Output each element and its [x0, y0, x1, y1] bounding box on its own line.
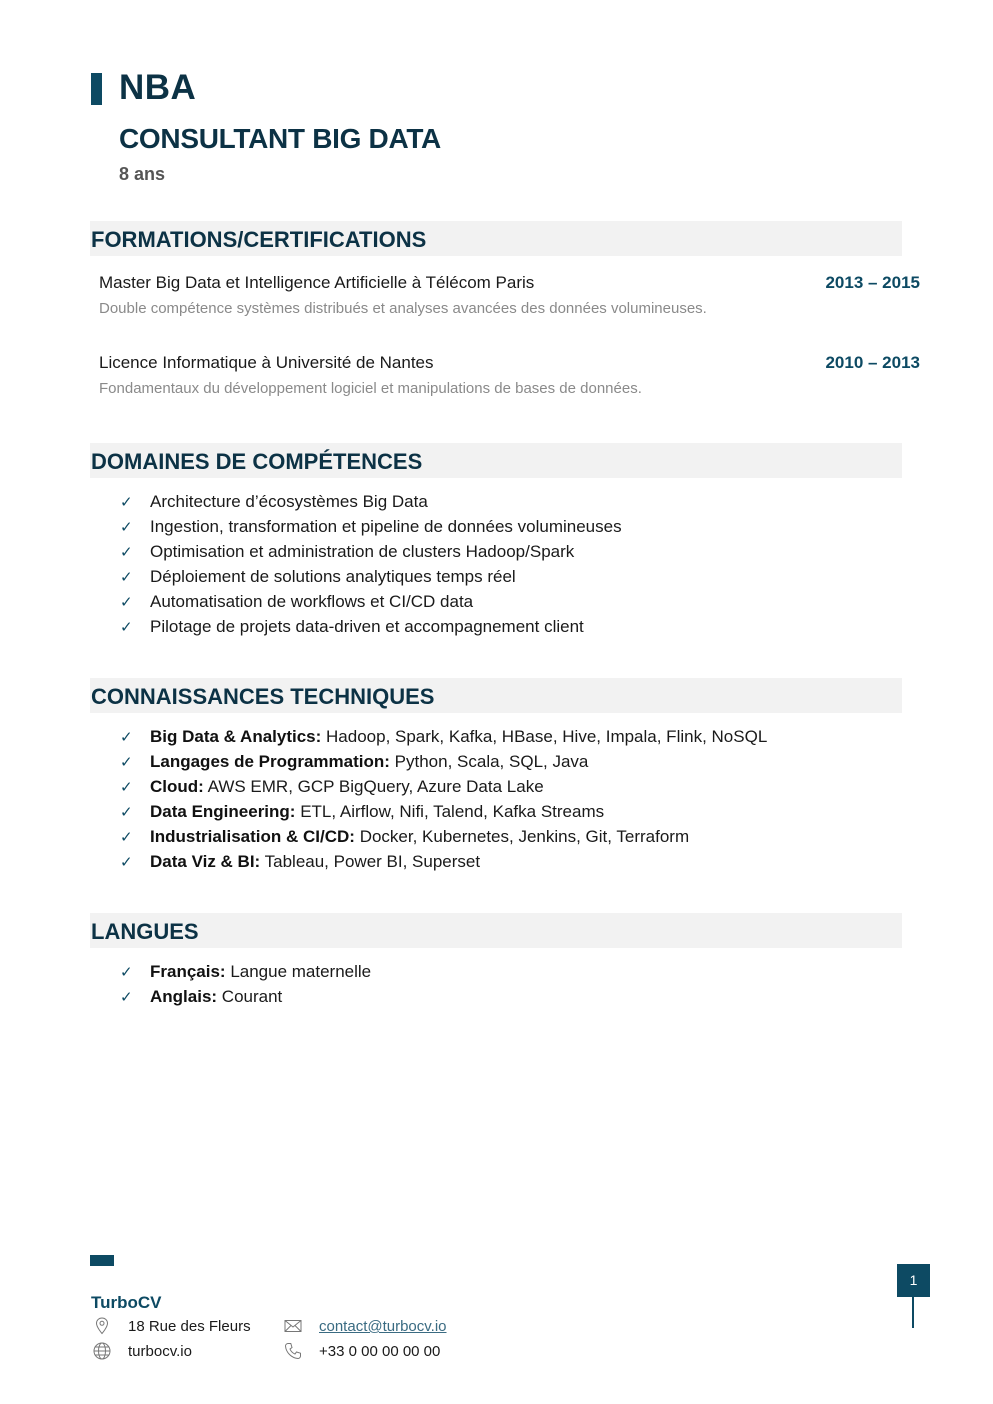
list-item: [120, 959, 371, 984]
list-item: [120, 749, 767, 774]
page-number-line: [912, 1297, 914, 1328]
footer-brand: TurboCV: [91, 1293, 162, 1312]
check-icon: ✓: [120, 964, 133, 981]
skill-value: Hadoop, Spark, Kafka, HBase, Hive, Impala, Flink, NoSQL: [321, 727, 768, 746]
formation-title: Licence Informatique à Université de Nantes: [99, 353, 434, 372]
footer-website[interactable]: turbocv.io: [128, 1343, 192, 1360]
section-heading-connaissances: CONNAISSANCES TECHNIQUES: [90, 678, 902, 713]
skill-value: Tableau, Power BI, Superset: [260, 852, 481, 871]
skill-value: Docker, Kubernetes, Jenkins, Git, Terraform: [354, 827, 690, 846]
check-icon: ✓: [120, 594, 133, 611]
section-heading-langues: LANGUES: [90, 913, 902, 948]
section-heading-formations: FORMATIONS/CERTIFICATIONS: [90, 221, 902, 256]
check-icon: ✓: [120, 494, 133, 511]
name-accent-bar: [91, 73, 102, 105]
skill-value: Python, Scala, SQL, Java: [389, 752, 589, 771]
connaissances-list: [120, 724, 767, 874]
experience-years: 8 ans: [119, 164, 166, 184]
envelope-icon: [283, 1316, 303, 1336]
check-icon: ✓: [120, 804, 133, 821]
language-level: Langue maternelle: [225, 962, 372, 981]
globe-icon: [92, 1341, 112, 1361]
check-icon: ✓: [120, 989, 133, 1006]
list-item: [120, 589, 622, 614]
check-icon: ✓: [120, 779, 133, 796]
language-label: Anglais:: [150, 987, 218, 1006]
domaines-list: [120, 489, 622, 639]
check-icon: ✓: [120, 569, 133, 586]
formation-dates: 2013 – 2015: [825, 273, 920, 292]
check-icon: ✓: [120, 854, 133, 871]
check-icon: ✓: [120, 519, 133, 536]
formation-title: Master Big Data et Intelligence Artificielle à Télécom Paris: [99, 273, 535, 292]
langues-list: [120, 959, 371, 1009]
skill-label: Cloud:: [150, 777, 204, 796]
check-icon: ✓: [120, 829, 133, 846]
check-icon: ✓: [120, 544, 133, 561]
language-level: Courant: [217, 987, 283, 1006]
skill-label: Industrialisation & CI/CD:: [150, 827, 355, 846]
list-item: [120, 824, 767, 849]
domaine-text: Ingestion, transformation et pipeline de données volumineuses: [150, 517, 622, 536]
formation-description: Double compétence systèmes distribués et analyses avancées des données volumineuses.: [99, 300, 707, 317]
list-item: [120, 774, 767, 799]
list-item: [120, 724, 767, 749]
domaine-text: Déploiement de solutions analytiques temps réel: [150, 567, 516, 586]
list-item: [120, 564, 622, 589]
domaine-text: Automatisation de workflows et CI/CD data: [150, 592, 474, 611]
skill-label: Data Engineering:: [150, 802, 296, 821]
list-item: [120, 984, 371, 1009]
skill-value: ETL, Airflow, Nifi, Talend, Kafka Streams: [295, 802, 605, 821]
formation-description: Fondamentaux du développement logiciel et manipulations de bases de données.: [99, 380, 642, 397]
domaine-text: Pilotage de projets data-driven et accompagnement client: [150, 617, 584, 636]
footer-email-link[interactable]: contact@turbocv.io: [319, 1318, 447, 1335]
list-item: [120, 539, 622, 564]
check-icon: ✓: [120, 754, 133, 771]
check-icon: ✓: [120, 729, 133, 746]
check-icon: ✓: [120, 619, 133, 636]
footer-phone: +33 0 00 00 00 00: [319, 1343, 441, 1360]
job-title: CONSULTANT BIG DATA: [119, 123, 441, 154]
list-item: [120, 849, 767, 874]
skill-label: Big Data & Analytics:: [150, 727, 322, 746]
skill-label: Langages de Programmation:: [150, 752, 390, 771]
phone-icon: [283, 1341, 303, 1361]
map-pin-icon: [92, 1316, 112, 1336]
formation-dates: 2010 – 2013: [825, 353, 920, 372]
domaine-text: Architecture d’écosystèmes Big Data: [150, 492, 428, 511]
page-number: 1: [897, 1264, 930, 1297]
list-item: [120, 514, 622, 539]
section-heading-domaines: DOMAINES DE COMPÉTENCES: [90, 443, 902, 478]
skill-label: Data Viz & BI:: [150, 852, 261, 871]
skill-value: AWS EMR, GCP BigQuery, Azure Data Lake: [203, 777, 544, 796]
language-label: Français:: [150, 962, 226, 981]
list-item: [120, 614, 622, 639]
list-item: [120, 489, 622, 514]
footer-address: 18 Rue des Fleurs: [128, 1318, 251, 1335]
domaine-text: Optimisation et administration de clusters Hadoop/Spark: [150, 542, 575, 561]
candidate-name: NBA: [119, 68, 197, 107]
list-item: [120, 799, 767, 824]
footer-accent-bar: [90, 1255, 114, 1266]
